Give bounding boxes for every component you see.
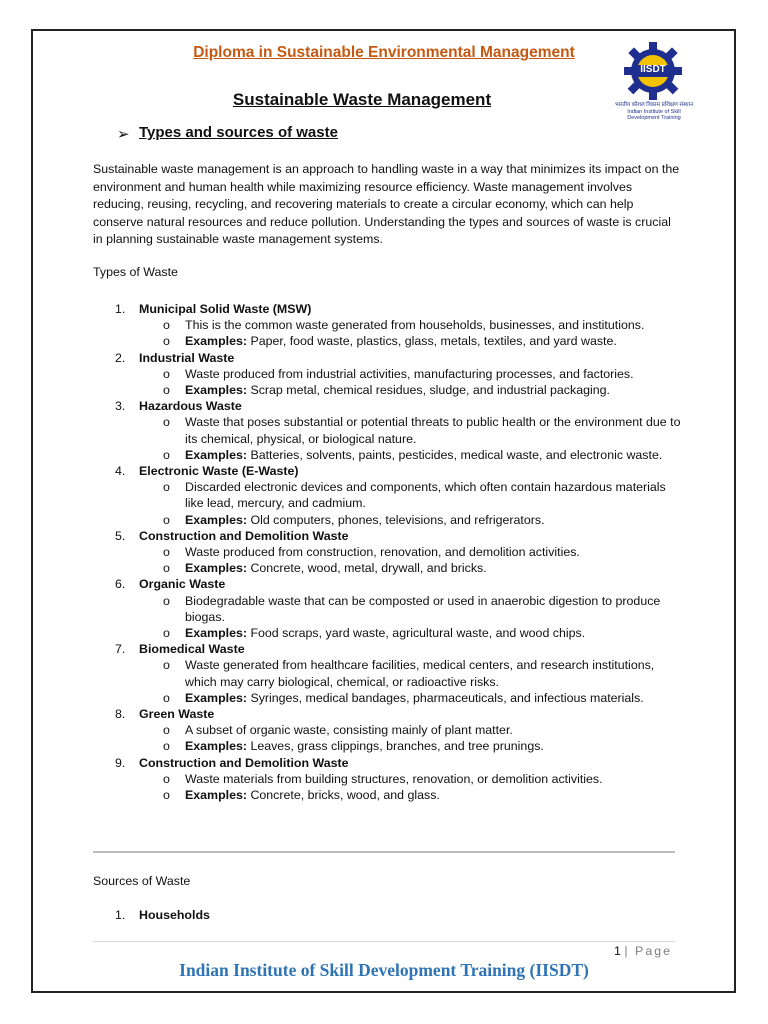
description-text: Waste generated from healthcare facilities, medical centers, and research institutions, which may carry biological, chemical, or radioactive risks. — [185, 658, 655, 689]
waste-type-item — [93, 641, 683, 657]
waste-type-examples — [93, 560, 683, 576]
waste-type-description — [93, 479, 683, 511]
circle-bullet-icon: o — [163, 318, 170, 333]
waste-type-item — [93, 576, 683, 592]
circle-bullet-icon: o — [163, 415, 170, 430]
source-title: Households — [139, 908, 210, 922]
examples-text: Paper, food waste, plastics, glass, metals, textiles, and yard waste. — [250, 334, 617, 349]
circle-bullet-icon: o — [163, 447, 170, 462]
waste-type-examples — [93, 625, 683, 641]
circle-bullet-icon: o — [163, 383, 170, 398]
waste-type-description — [93, 657, 683, 689]
description-text: Waste that poses substantial or potential threats to public health or the environment due to its chemical, physical, or biological nature. — [185, 415, 681, 446]
waste-type-examples — [93, 787, 683, 803]
arrow-bullet-icon: ➢ — [117, 126, 130, 143]
description-text: This is the common waste generated from households, businesses, and institutions. — [185, 318, 645, 333]
list-number: 6. — [115, 577, 126, 592]
description-text: Discarded electronic devices and components, which often contain hazardous materials like lead, mercury, and cadmium. — [185, 480, 666, 511]
waste-type-title: Biomedical Waste — [139, 642, 245, 657]
waste-type-title: Green Waste — [139, 707, 215, 722]
list-number: 1. — [115, 302, 126, 316]
waste-type-item — [93, 463, 683, 479]
circle-bullet-icon: o — [163, 561, 170, 576]
circle-bullet-icon: o — [163, 366, 170, 381]
waste-type-title: Electronic Waste (E-Waste) — [139, 464, 299, 479]
waste-type-examples — [93, 690, 683, 706]
waste-type-examples — [93, 382, 683, 398]
examples-label: Examples: — [185, 383, 247, 398]
waste-type-item — [93, 301, 683, 317]
logo-acronym: IISDT — [640, 64, 666, 75]
waste-type-description — [93, 771, 683, 787]
description-text: Waste materials from building structures, renovation, or demolition activities. — [185, 771, 603, 786]
waste-type-description — [93, 414, 683, 446]
list-number: 4. — [115, 464, 126, 479]
circle-bullet-icon: o — [163, 593, 170, 608]
circle-bullet-icon: o — [163, 626, 170, 641]
circle-bullet-icon: o — [163, 771, 170, 786]
course-title: Diploma in Sustainable Environmental Management — [193, 44, 575, 61]
examples-label: Examples: — [185, 690, 247, 705]
footer-institute-name: Indian Institute of Skill Development Training (IISDT) — [179, 960, 589, 980]
waste-type-item — [93, 398, 683, 414]
waste-type-description — [93, 366, 683, 382]
examples-label: Examples: — [185, 739, 247, 754]
waste-type-examples — [93, 738, 683, 754]
circle-bullet-icon: o — [163, 334, 170, 349]
list-number: 1. — [115, 908, 126, 922]
page-label: | Page — [624, 944, 672, 958]
waste-type-examples — [93, 333, 683, 349]
waste-type-title: Construction and Demolition Waste — [139, 528, 349, 543]
page-number-value: 1 — [614, 944, 621, 958]
examples-text: Leaves, grass clippings, branches, and tree prunings. — [250, 739, 544, 754]
circle-bullet-icon: o — [163, 690, 170, 705]
examples-text: Batteries, solvents, paints, pesticides, medical waste, and electronic waste. — [250, 447, 663, 462]
list-number: 3. — [115, 399, 126, 414]
waste-type-title: Construction and Demolition Waste — [139, 755, 349, 770]
types-of-waste-list — [93, 301, 683, 803]
description-text: Waste produced from industrial activities, manufacturing processes, and factories. — [185, 366, 634, 381]
list-number: 8. — [115, 707, 126, 722]
logo-subtitle-english: Indian Institute of Skill Development Training — [627, 108, 681, 121]
examples-text: Old computers, phones, televisions, and refrigerators. — [250, 512, 545, 527]
waste-type-description — [93, 544, 683, 560]
waste-type-item — [93, 755, 683, 771]
horizontal-divider — [93, 851, 675, 853]
description-text: Biodegradable waste that can be composted or used in anaerobic digestion to produce biogas. — [185, 593, 661, 624]
circle-bullet-icon: o — [163, 545, 170, 560]
waste-type-title: Organic Waste — [139, 577, 226, 592]
examples-label: Examples: — [185, 561, 247, 576]
waste-type-title: Hazardous Waste — [139, 399, 242, 414]
circle-bullet-icon: o — [163, 658, 170, 673]
examples-text: Scrap metal, chemical residues, sludge, and industrial packaging. — [250, 383, 610, 398]
footer-separator — [93, 941, 675, 942]
circle-bullet-icon: o — [163, 723, 170, 738]
description-text: A subset of organic waste, consisting mainly of plant matter. — [185, 723, 513, 738]
waste-type-examples — [93, 512, 683, 528]
waste-type-description — [93, 722, 683, 738]
page-number — [614, 944, 672, 958]
description-text: Waste produced from construction, renovation, and demolition activities. — [185, 545, 580, 560]
examples-label: Examples: — [185, 626, 247, 641]
list-number: 5. — [115, 528, 126, 543]
sources-of-waste-heading: Sources of Waste — [93, 874, 191, 888]
circle-bullet-icon: o — [163, 739, 170, 754]
intro-paragraph: Sustainable waste management is an approach to handling waste in a way that minimizes its impact on the environment and human health while maximizing resource efficiency. Waste management involves reducing, reusing, recycling, and recovering materials to create a circular economy, which can help conserve natural resources and reduce pollution. Understanding the types and sources of waste is crucial in planning sustainable waste management systems. — [93, 162, 680, 246]
examples-text: Food scraps, yard waste, agricultural waste, and wood chips. — [250, 626, 586, 641]
list-number: 2. — [115, 350, 126, 365]
section-heading: Types and sources of waste — [139, 124, 338, 141]
examples-text: Concrete, bricks, wood, and glass. — [250, 788, 440, 803]
circle-bullet-icon: o — [163, 480, 170, 495]
waste-type-description — [93, 593, 683, 625]
examples-label: Examples: — [185, 334, 247, 349]
waste-type-item — [93, 528, 683, 544]
circle-bullet-icon: o — [163, 512, 170, 527]
circle-bullet-icon: o — [163, 788, 170, 803]
types-of-waste-heading: Types of Waste — [93, 265, 178, 279]
waste-type-item — [93, 350, 683, 366]
source-item — [93, 908, 210, 922]
document-title: Sustainable Waste Management — [232, 90, 492, 109]
waste-type-description — [93, 317, 683, 333]
list-number: 9. — [115, 755, 126, 770]
waste-type-examples — [93, 447, 683, 463]
sources-of-waste-list — [93, 908, 210, 922]
examples-text: Concrete, wood, metal, drywall, and bricks. — [250, 561, 487, 576]
waste-type-title: Municipal Solid Waste (MSW) — [139, 302, 312, 316]
list-number: 7. — [115, 642, 126, 657]
examples-label: Examples: — [185, 788, 247, 803]
waste-type-title: Industrial Waste — [139, 350, 235, 365]
examples-text: Syringes, medical bandages, pharmaceuticals, and infectious materials. — [250, 690, 644, 705]
logo-subtitle-hindi: भारतीय कौशल विकास प्रशिक्षण संस्थान — [614, 102, 694, 108]
examples-label: Examples: — [185, 447, 247, 462]
waste-type-item — [93, 706, 683, 722]
examples-label: Examples: — [185, 512, 247, 527]
